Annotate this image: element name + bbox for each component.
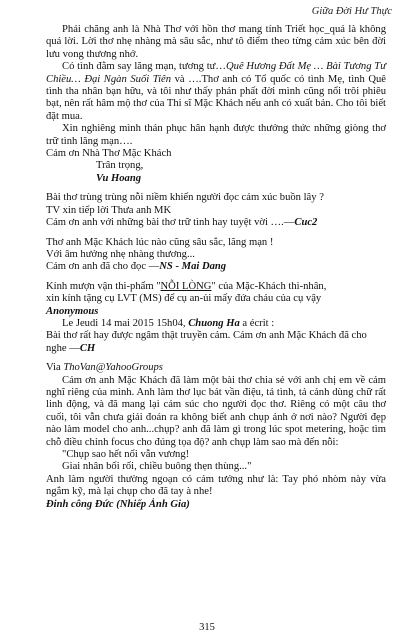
via-label: Via [46, 362, 64, 374]
poem-title-que-huong: Quê Hương Đất Mẹ … [226, 61, 324, 73]
thanks-line: Cám ơn Nhà Thơ Mặc Khách [46, 148, 172, 160]
signature-vu-hoang: Vu Hoang [96, 172, 142, 184]
paragraph-2-text-c: và ….Thơ anh có Tổ quốc có tình Mẹ, tình Quê tình tha nhân bạn hữu, và tôi như thấy phản phất đời mình cũng nổi trôi phiêu bạt, nên rất hâm mộ thơ của Thi sĩ Mặc Khách nếu anh có xuất bản. Cho tôi biết đặt mua. [46, 73, 386, 122]
signature-dinh-cong-duc: Đinh công Đức (Nhiếp Ảnh Gia) [46, 498, 190, 510]
dedication-line-2: xin kính tặng cụ LVT (MS) để cụ an-ủi mấy đứa cháu của cụ vậy [46, 293, 322, 305]
paragraph-3: Xin nghiêng mình thán phục hân hạnh được thưởng thức những giòng thơ trữ tình lăng mạn…. [46, 123, 386, 147]
dedication-text-c: " của Mặc-Khách thi-nhân, [211, 280, 327, 292]
comment-line-3-text: Cám ơn anh với những bài thơ trữ tình hay tuyệt vời ….— [46, 217, 295, 229]
dedication-line-1 [46, 281, 386, 293]
poem-title-noi-long: NỖI LÒNG [160, 280, 212, 292]
email-date: Le Jeudi 14 mai 2015 15h04, [62, 317, 189, 329]
email-header-line [46, 318, 386, 330]
paragraph-long-comment: Cám ơn anh Mặc Khách đã làm một bài thơ chia sẻ với anh chị em về cảm nghĩ riêng của mình. Anh làm thơ lục bát vần điệu, tả tình, tả cảnh dùng chữ rất linh động, và đã mang lại cảm súc cho người đọc thơ. Riêng có một câu thơ cuối, tôi vẫn chưa giải đoán ra không biết anh chụp ảnh ở nơi nào? Người đẹp nào làm model cho anh...chụp? anh đã làm gì trong lúc spot metering, hoặc tìm chỗ điều chỉnh focus cho đúng tọa độ? anh chụp làm sao mà đến nỗi: [46, 374, 386, 448]
via-line [46, 362, 386, 374]
poem-title-tuong-tu: Bài Tương Tư Chiều… Đại Ngàn Suối Tiên [46, 61, 386, 85]
comment-line-6-text: Cám ơn anh đã cho đọc — [46, 261, 160, 273]
closing-line: Trân trọng, [96, 160, 144, 172]
paragraph-2 [46, 61, 386, 123]
group-address: ThoVan@YahooGroups [63, 362, 163, 374]
signature-mai-dang: NS - Mai Dang [159, 261, 227, 273]
comment-line-2: TV xin tiếp lời Thưa anh MK [46, 204, 172, 216]
page-body [46, 24, 386, 511]
paragraph-2-text-a: Có tình đằm say lăng mạn, tương tư… [62, 61, 226, 73]
email-wrote: a écrit : [239, 317, 275, 329]
email-author: Chuong Ha [188, 317, 240, 329]
comment-line-1: Bài thơ trùng trùng nỗi niềm khiến người đọc cảm xúc buồn lây ? [46, 192, 324, 204]
signature-ch: CH [79, 342, 96, 354]
running-header: Giữa Đời Hư Thực [311, 6, 392, 17]
paragraph-1: Phải chăng anh là Nhà Thơ với hồn thơ mang tính Triết học_quá là không quá lời. Lời thơ nhẹ nhàng mà sâu sắc, như tô điểm theo từng cảm xúc bên đời lưu vong thương nhớ. [46, 24, 386, 60]
signature-anonymous: Anonymous [46, 305, 99, 317]
comment-line-3 [46, 217, 386, 229]
comment-line-5: Với âm hưởng nhẹ nhàng thương... [46, 248, 195, 260]
dedication-text-a: Kính mượn vận thi-phẩm " [46, 280, 161, 292]
comment-line-6 [46, 261, 386, 273]
poem-quote-line-2: Giai nhân bối rối, chiều buông thẹn thùng..." [62, 461, 252, 473]
email-body-text: Bài thơ rất hay được ngâm thật truyền cảm. Cám ơn anh Mặc Khách đã cho nghe — [46, 330, 367, 354]
closing-remark: Anh làm người thường ngoạn có cảm tưởng như là: Tay phó nhòm này vừa ngắm kỹ, mà lại chụp cho đã tay à nhe! [46, 473, 386, 498]
comment-line-4: Thơ anh Mặc Khách lúc nào cũng sâu sắc, lãng mạn ! [46, 236, 274, 248]
email-body [46, 330, 386, 355]
page-number: 315 [199, 622, 215, 633]
poem-quote-line-1: "Chụp sao hết nổi vẫn vương! [62, 449, 190, 460]
signature-cuc2: Cuc2 [294, 217, 318, 229]
